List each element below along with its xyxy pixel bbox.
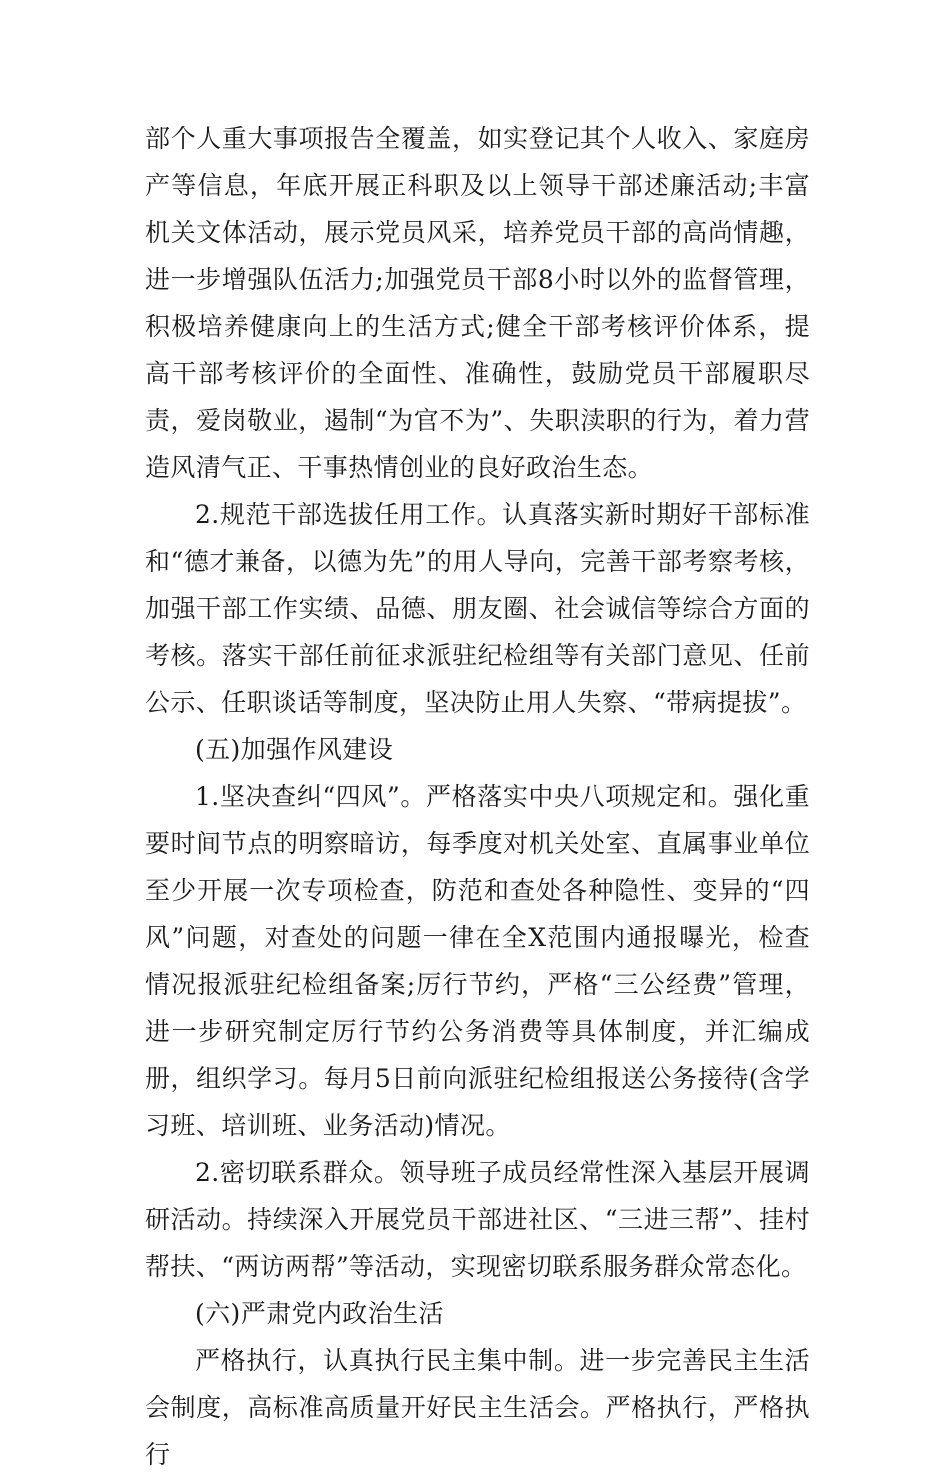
section-heading-six: (六)严肃党内政治生活 bbox=[195, 1299, 444, 1328]
document-body bbox=[145, 115, 810, 1478]
paragraph-party-life: 严格执行，认真执行民主集中制。进一步完善民主生活会制度，高标准高质量开好民主生活会。严格执行，严格执行 bbox=[145, 1346, 810, 1469]
paragraph-cadre-selection: 2.规范干部选拔任用工作。认真落实新时期好干部标准和“德才兼备，以德为先”的用人导向，完善干部考察考核，加强干部工作实绩、品德、朋友圈、社会诚信等综合方面的考核。落实干部任前征求派驻纪检组等有关部门意见、任前公示、任职谈话等制度，坚决防止用人失察、“带病提拔”。 bbox=[145, 500, 810, 717]
section-heading-five: (五)加强作风建设 bbox=[195, 735, 394, 764]
paragraph-contact-masses: 2.密切联系群众。领导班子成员经常性深入基层开展调研活动。持续深入开展党员干部进社区、“三进三帮”、挂村帮扶、“两访两帮”等活动，实现密切联系服务群众常态化。 bbox=[145, 1158, 810, 1281]
paragraph-four-winds: 1.坚决查纠“四风”。严格落实中央八项规定和。强化重要时间节点的明察暗访，每季度对机关处室、直属事业单位至少开展一次专项检查，防范和查处各种隐性、变异的“四风”问题，对查处的问题一律在全X范围内通报曝光，检查情况报派驻纪检组备案;厉行节约，严格“三公经费”管理，进一步研究制定厉行节约公务消费等具体制度，并汇编成册，组织学习。每月5日前向派驻纪检组报送公务接待(含学习班、培训班、业务活动)情况。 bbox=[145, 782, 810, 1140]
paragraph-continuation: 部个人重大事项报告全覆盖，如实登记其个人收入、家庭房产等信息，年底开展正科职及以上领导干部述廉活动;丰富机关文体活动，展示党员风采，培养党员干部的高尚情趣，进一步增强队伍活力;加强党员干部8小时以外的监督管理，积极培养健康向上的生活方式;健全干部考核评价体系，提高干部考核评价的全面性、准确性，鼓励党员干部履职尽责，爱岗敬业，遏制“为官不为”、失职渎职的行为，着力营造风清气正、干事热情创业的良好政治生态。 bbox=[145, 124, 810, 482]
